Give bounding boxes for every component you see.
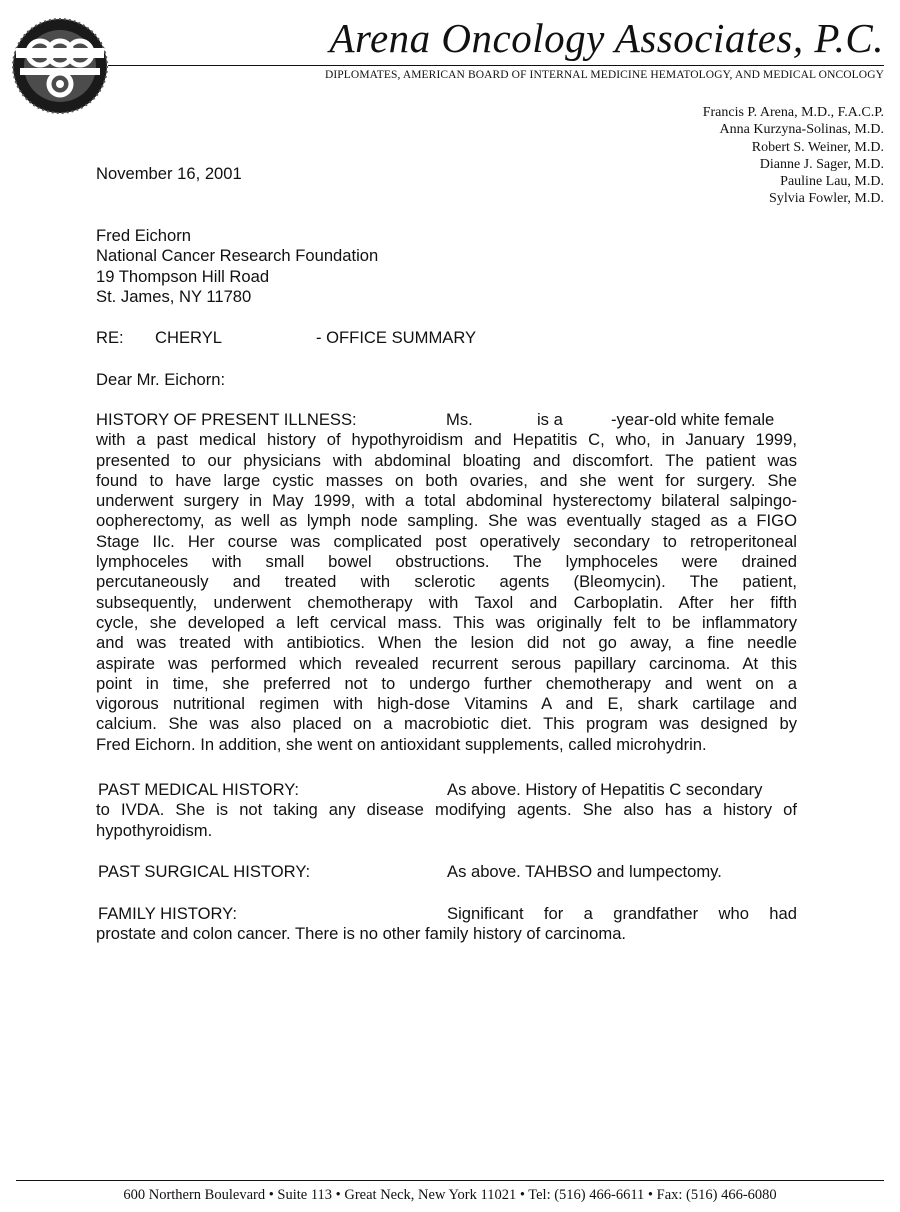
fh-text-fragment: Significant for a grandfather who had	[447, 904, 797, 923]
pmh-text-fragment: As above. History of Hepatitis C secondary	[447, 780, 763, 799]
re-patient-name: CHERYL	[155, 328, 223, 347]
hpi-text-fragment: -year-old white female	[611, 410, 775, 429]
physician-name: Sylvia Fowler, M.D.	[769, 191, 884, 207]
hpi-line: point in time, she preferred not to undergo further chemotherapy and went on a	[96, 673, 797, 693]
recipient-line: National Cancer Research Foundation	[96, 246, 379, 266]
fh-line: prostate and colon cancer. There is no other family history of carcinoma.	[96, 924, 627, 944]
psh-text-fragment: As above. TAHBSO and lumpectomy.	[447, 862, 722, 881]
past-medical-history	[96, 780, 797, 841]
hpi-line: found to have large cystic masses on both ovaries, and she went for surgery. She	[96, 470, 797, 490]
pmh-heading: PAST MEDICAL HISTORY:	[98, 780, 300, 799]
re-subject: - OFFICE SUMMARY	[316, 328, 477, 347]
hpi-line: subsequently, underwent chemotherapy with Taxol and Carboplatin. After her fifth	[96, 592, 797, 612]
re-line	[96, 328, 796, 348]
physician-name: Anna Kurzyna-Solinas, M.D.	[719, 122, 884, 138]
hpi-line: underwent surgery in May 1999, with a total abdominal hysterectomy bilateral salpingo-	[96, 491, 797, 511]
fh-heading: FAMILY HISTORY:	[98, 904, 237, 923]
psh-heading: PAST SURGICAL HISTORY:	[98, 862, 311, 881]
family-history	[96, 904, 797, 945]
hpi-line: oopherectomy, as well as lymph node sampling. She was eventually staged as a FIGO	[96, 511, 797, 531]
header-rule	[108, 65, 884, 66]
psh-first-line	[96, 862, 797, 882]
hpi-text-fragment: Ms.	[446, 410, 473, 429]
hpi-line: Stage IIc. Her course was complicated post operatively secondary to retroperitoneal	[96, 531, 797, 551]
physician-list	[703, 104, 884, 208]
hpi-line: Fred Eichorn. In addition, she went on antioxidant supplements, called microhydrin.	[96, 734, 707, 754]
history-of-present-illness	[96, 410, 797, 755]
hpi-line: lymphoceles with small bowel obstructions. The lymphoceles were drained	[96, 552, 797, 572]
recipient-line: St. James, NY 11780	[96, 286, 252, 306]
letter-date: November 16, 2001	[96, 164, 242, 183]
salutation: Dear Mr. Eichorn:	[96, 370, 226, 389]
pmh-first-line	[96, 780, 797, 800]
hpi-line: presented to our physicians with abdominal bloating and discomfort. The patient was	[96, 450, 797, 470]
past-surgical-history	[96, 862, 797, 882]
hpi-line: with a past medical history of hypothyroidism and Hepatitis C, who, in January 1999,	[96, 430, 797, 450]
physician-name: Francis P. Arena, M.D., F.A.C.P.	[702, 105, 884, 120]
hpi-line: vigorous nutritional regimen with high-dose Vitamins A and E, shark cartilage and	[96, 694, 797, 714]
footer-rule	[16, 1180, 884, 1181]
re-label: RE:	[96, 328, 124, 347]
hpi-first-line	[96, 410, 797, 430]
hpi-line: aspirate was performed which revealed recurrent serous papillary carcinoma. At this	[96, 653, 797, 673]
physician-name: Robert S. Weiner, M.D.	[751, 139, 884, 155]
hpi-heading: HISTORY OF PRESENT ILLNESS:	[96, 410, 357, 429]
physician-name: Dianne J. Sager, M.D.	[759, 156, 884, 172]
pmh-line: hypothyroidism.	[96, 820, 213, 840]
physician-name: Pauline Lau, M.D.	[780, 174, 884, 190]
firm-name: Arena Oncology Associates, P.C.	[329, 15, 884, 61]
hpi-line: calcium. She was also placed on a macrobiotic diet. This program was designed by	[96, 714, 797, 734]
pmh-line: to IVDA. She is not taking any disease modifying agents. She also has a history of	[96, 800, 797, 820]
recipient-line: 19 Thompson Hill Road	[96, 266, 270, 286]
concentric-circles-logo-icon	[10, 16, 110, 116]
fh-first-line	[96, 904, 797, 924]
hpi-line: percutaneously and treated with sclerotic agents (Bleomycin). The patient,	[96, 572, 797, 592]
hpi-line: and was treated with antibiotics. When the lesion did not go away, a fine needle	[96, 633, 797, 653]
recipient-address	[96, 226, 378, 307]
hpi-line: cycle, she developed a left cervical mass. This was originally felt to be inflammatory	[96, 612, 797, 632]
recipient-line: Fred Eichorn	[96, 226, 191, 245]
hpi-text-fragment: is a	[537, 410, 563, 429]
footer-address: 600 Northern Boulevard • Suite 113 • Great Neck, New York 11021 • Tel: (516) 466-6611 • Fax: (516) 466-6080	[123, 1187, 777, 1203]
board-certification-line: DIPLOMATES, AMERICAN BOARD OF INTERNAL MEDICINE HEMATOLOGY, AND MEDICAL ONCOLOGY	[324, 69, 884, 81]
